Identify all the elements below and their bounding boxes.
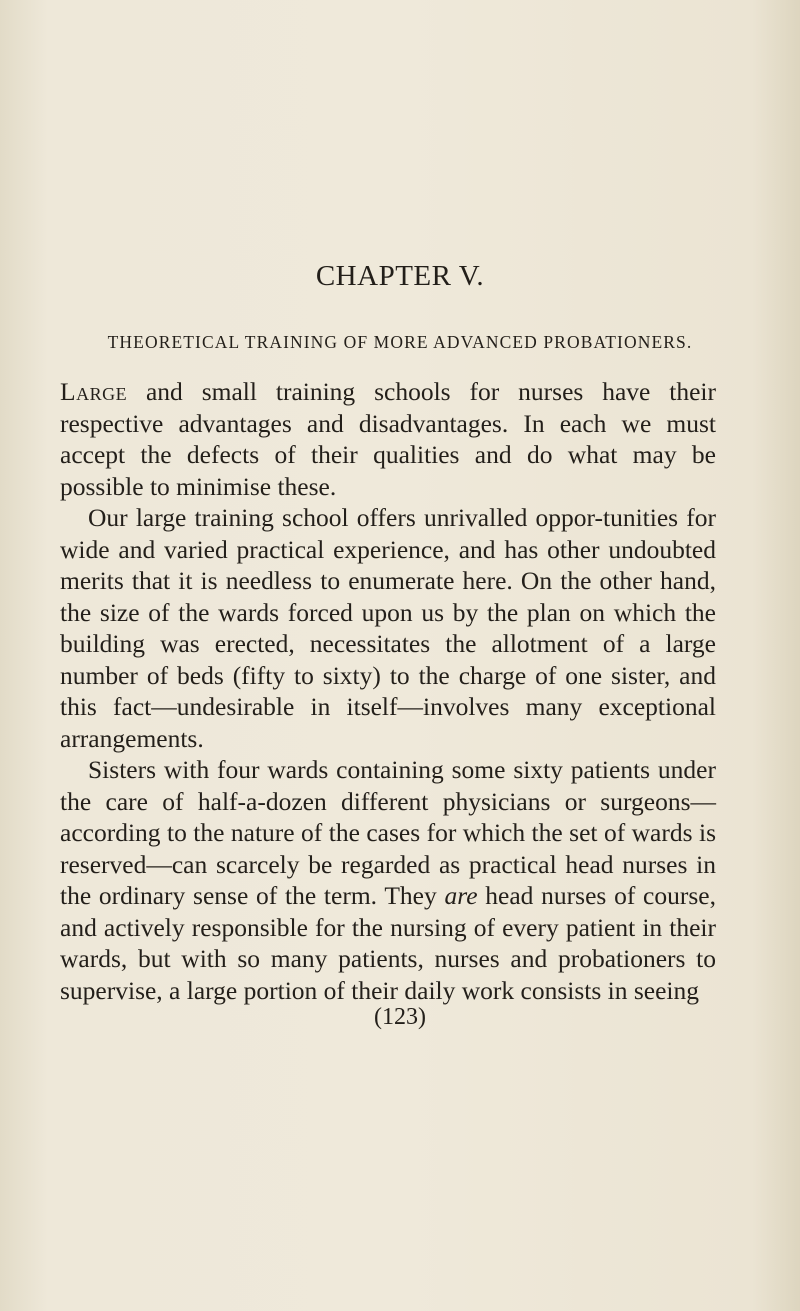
page-number: (123): [374, 1004, 426, 1030]
paragraph-3-text-after: head nurses of course, and actively responsible for the nursing of every patient in their wards, but with so many patients, nurses and probationers to supervise, a large portion of their daily work consists in seeing: [60, 881, 716, 1005]
body-text: [60, 376, 716, 1006]
paragraph-3-emphasis: are: [444, 881, 478, 910]
chapter-title: CHAPTER V.: [315, 260, 485, 292]
paragraph-3-text-before: Sisters with four wards containing some sixty patients under the care of half-a-dozen different physicians or surgeons—according to the nature of the cases for which the set of wards is reserved—can scarcely be regarded as practical head nurses in the ordinary sense of the term. They: [60, 755, 716, 910]
chapter-subtitle: THEORETICAL TRAINING OF MORE ADVANCED PROBATIONERS.: [107, 332, 693, 352]
paragraph-1: [60, 376, 716, 502]
paragraph-1-text: and small training schools for nurses have their respective advantages and disadvantages. In each we must accept the defects of their qualities and do what may be possible to minimise these.: [60, 377, 716, 501]
paragraph-3: [60, 754, 716, 1006]
paragraph-lead-word: Large: [60, 377, 128, 406]
paragraph-2: Our large training school offers unrivalled oppor-tunities for wide and varied practical experience, and has other undoubted merits that it is needless to enumerate here. On the other hand, the size of the wards forced upon us by the plan on which the building was erected, necessitates the allotment of a large number of beds (fifty to sixty) to the charge of one sister, and this fact—undesirable in itself—involves many exceptional arrangements.: [60, 503, 716, 753]
